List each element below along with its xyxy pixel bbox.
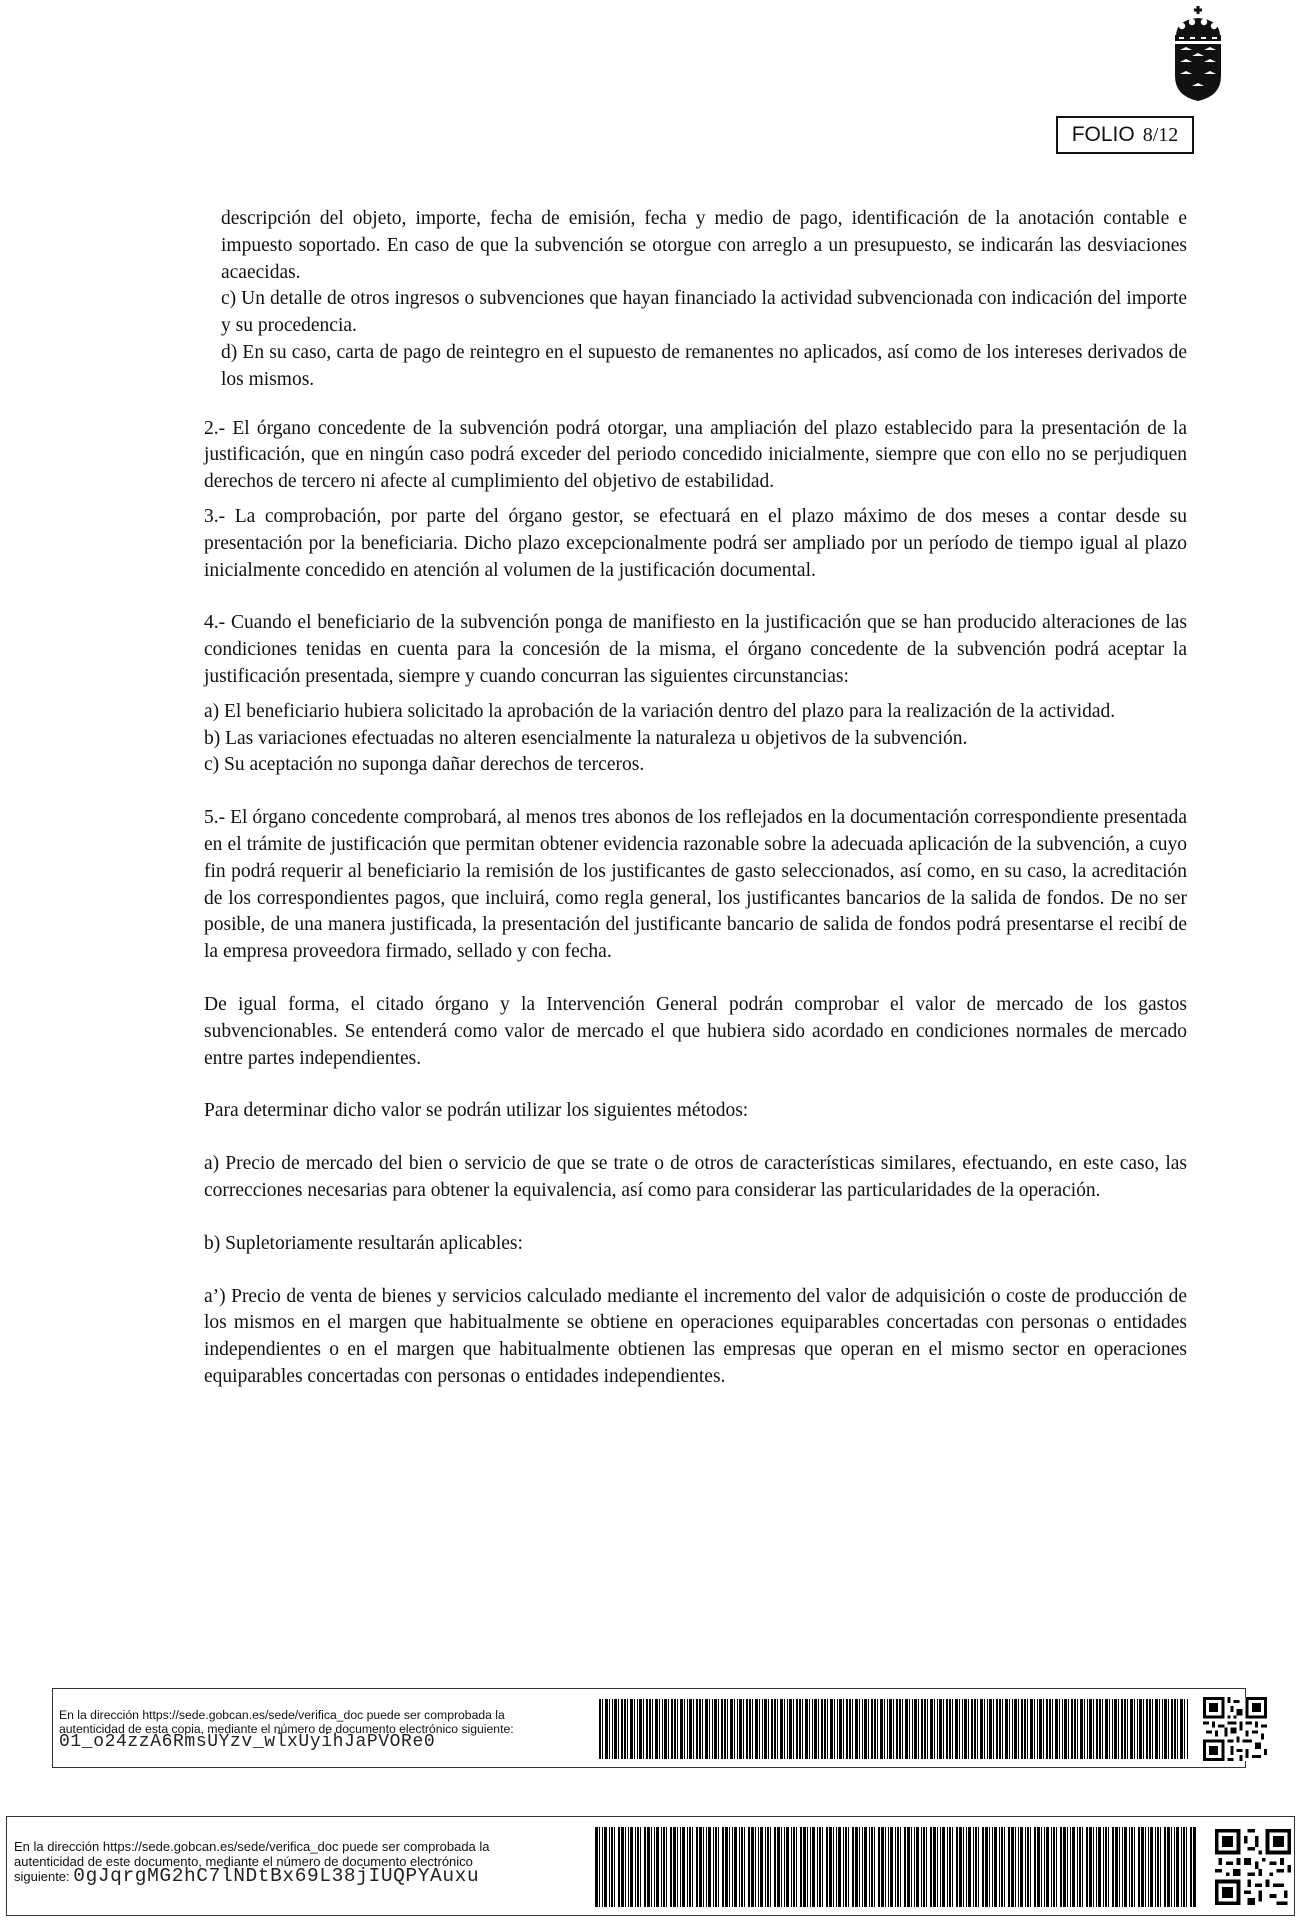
- paragraph-5: 5.- El órgano concedente comprobará, al menos tres abonos de los reflejados en la documentación correspondiente presentada en el trámite de justificación que permitan obtener evidencia razonable sobre la adecuada aplicación de la subvención, a cuyo fin podrá requerir al beneficiario la remisión de los justificantes de gasto seleccionados, así como, en su caso, la acreditación de los correspondientes pagos, que incluirá, como regla general, los justificantes bancarios de la salida de fondos. De no ser posible, de una manera justificada, la presentación del justificante bancario de salida de fondos podrá presentarse el recibí de la empresa proveedora firmado, sellado y con fecha.: [204, 807, 1187, 963]
- paragraph-methods-intro: Para determinar dicho valor se podrán utilizar los siguientes métodos:: [204, 1100, 749, 1122]
- folio-box: [1056, 116, 1194, 154]
- paragraph-4-item-a: a) El beneficiario hubiera solicitado la aprobación de la variación dentro del plazo para la realización de la actividad.: [204, 700, 1116, 722]
- coat-of-arms-icon: [1170, 6, 1226, 102]
- barcode-icon: [595, 1827, 1197, 1907]
- folio-number: 8/12: [1142, 123, 1179, 146]
- paragraph-3: 3.- La comprobación, por parte del órgano gestor, se efectuará en el plazo máximo de dos meses a contar desde su presentación por la beneficiaria. Dicho plazo excepcionalmente podrá ser ampliado por un período de tiempo igual al plazo inicialmente concedido en atención al volumen de la justificación documental.: [204, 505, 1187, 581]
- paragraph-method-b: b) Supletoriamente resultarán aplicables:: [204, 1232, 523, 1254]
- verification-box-document: [6, 1816, 1295, 1916]
- verification-text-copy: [59, 1709, 599, 1750]
- barcode-icon: [599, 1699, 1189, 1759]
- verification-code: 01_o24zzA6RmsUYzv_wlxUyihJaPVORe0: [59, 1732, 436, 1752]
- paragraph-method-a: a) Precio de mercado del bien o servicio de que se trate o de otros de características similares, efectuando, en este caso, las correcciones necesarias para obtener la equivalencia, así como para considerar las particularidades de la operación.: [204, 1153, 1187, 1201]
- paragraph-item-c: c) Un detalle de otros ingresos o subvenciones que hayan financiado la actividad subvencionada con indicación del importe y su procedencia.: [221, 288, 1187, 337]
- verification-line-2: autenticidad de este documento, mediante el número de documento electrónico: [14, 1853, 473, 1869]
- document-body: [204, 206, 1187, 1391]
- verification-line-1: En la dirección https://sede.gobcan.es/sede/verifica_doc puede ser comprobada la: [14, 1839, 490, 1854]
- qr-code-icon: [1203, 1697, 1267, 1761]
- verification-prefix: siguiente:: [14, 1869, 70, 1884]
- paragraph-continuation: descripción del objeto, importe, fecha de emisión, fecha y medio de pago, identificación de la anotación contable e impuesto soportado. En caso de que la subvención se otorgue con arreglo a un presupuesto, se indicarán las desviaciones acaecidas.: [221, 208, 1187, 283]
- verification-code: 0gJqrgMG2hC7lNDtBx69L38jIUQPYAuxu: [73, 1865, 480, 1887]
- paragraph-2: 2.- El órgano concedente de la subvención podrá otorgar, una ampliación del plazo establecido para la presentación de la justificación, que en ningún caso podrá exceder del periodo concedido inicialmente, siempre que con ello no se perjudiquen derechos de tercero ni afecte al cumplimiento del objetivo de estabilidad.: [204, 417, 1187, 493]
- verification-box-copy: [52, 1688, 1246, 1768]
- verification-text-document: [14, 1840, 574, 1885]
- verification-line-2: autenticidad de esta copia, mediante el número de documento electrónico siguiente:: [59, 1721, 514, 1736]
- folio-label: FOLIO: [1071, 123, 1135, 146]
- paragraph-4: 4.- Cuando el beneficiario de la subvención ponga de manifiesto en la justificación que se han producido alteraciones de las condiciones tenidas en cuenta para la concesión de la misma, el órgano concedente de la subvención podrá aceptar la justificación presentada, siempre y cuando concurran las siguientes circunstancias:: [204, 612, 1187, 687]
- verification-line-1: En la dirección https://sede.gobcan.es/sede/verifica_doc puede ser comprobada la: [59, 1708, 505, 1722]
- paragraph-item-d: d) En su caso, carta de pago de reintegro en el supuesto de remanentes no aplicados, así como de los intereses derivados de los mismos.: [221, 341, 1187, 390]
- paragraph-market-value: De igual forma, el citado órgano y la Intervención General podrán comprobar el valor de mercado de los gastos subvencionables. Se entenderá como valor de mercado el que hubiera sido acordado en condiciones normales de mercado entre partes independientes.: [204, 993, 1187, 1069]
- paragraph-4-item-c: c) Su aceptación no suponga dañar derechos de terceros.: [204, 754, 645, 776]
- paragraph-4-item-b: b) Las variaciones efectuadas no alteren esencialmente la naturaleza u objetivos de la subvención.: [204, 727, 968, 749]
- qr-code-icon: [1215, 1829, 1291, 1905]
- paragraph-method-a-prime: a’) Precio de venta de bienes y servicios calculado mediante el incremento del valor de adquisición o coste de producción de los mismos en el margen que habitualmente se obtiene en operaciones equiparables concertadas con personas o entidades independientes o en el margen que habitualmente obtienen las empresas que operan en el mismo sector en operaciones equiparables concertadas con personas o entidades independientes.: [204, 1285, 1187, 1387]
